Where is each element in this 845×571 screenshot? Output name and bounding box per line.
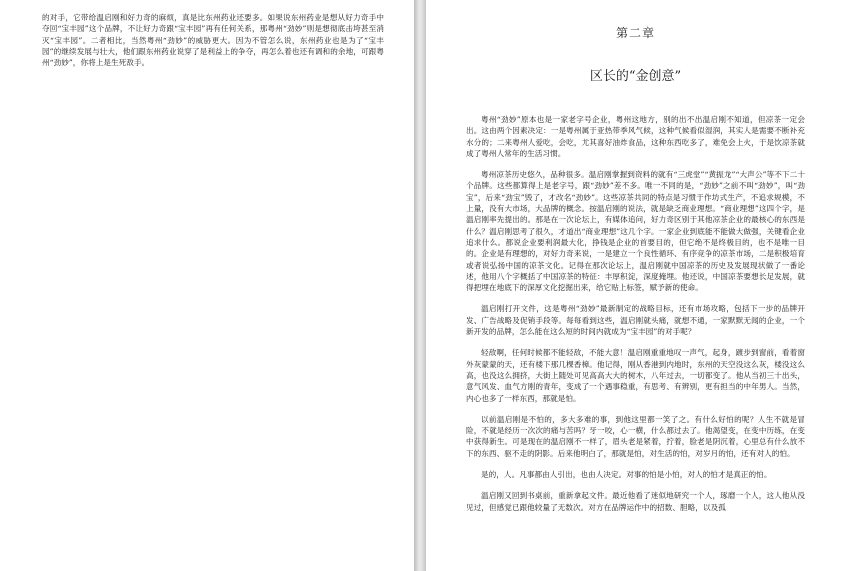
body-paragraph: 轻敌啊，任何时候都不能轻敌，不能大意！温启刚重重地叹一声气，起身，踱步到窗前，看着窗外灰蒙蒙的天，还有楼下那几棵香樟。他记得，刚从香港到内地时，东州的天空没这么灰，楼没这么高，也没这么拥挤，大街上随处可见高高大大的树木，八年过去，一切都变了。他从当初三十出头，意气风发、血气方刚的青年，变成了一个遇事稳重，有思考、有辨别，更有担当的中年男人。当然，内心也多了一样东西，那就是怕。 (466, 348, 805, 403)
chapter-title: 区长的“金创意” (589, 69, 682, 84)
left-paragraph-1: 的对手，它带给温启刚和好力奇的麻烦，真是比东州药业还要多。如果说东州药业是想从好力奇手中夺回“宝丰园”这个品牌，不让好力奇跟“宝丰园”再有任何关系，那粤州“劲妙”则是想彻底击垮甚至消灭“宝丰园”。二者相比，当然粤州“劲妙”的威胁更大。因为不管怎么说，东州药业也是为了“宝丰园”的继续发展与壮大，他们跟东州药业说穿了是利益上的争夺，再怎么着也还有调和的余地，可跟粤州“劲妙”，你将上是生死敌手。 (42, 13, 384, 68)
body-paragraph: 粤州“劲妙”原本也是一家老字号企业，粤州这地方，别的出不出温启刚不知道，但凉茶一定会出。这由两个因素决定：一是粤州属于亚热带季风气候，这种气候看似湿润，其实人是需要不断补充水分的；二来粤州人爱吃，会吃，尤其喜好油炸食品，这种东西吃多了，难免会上火，于是饮凉茶就成了粤州人常年的生活习惯。 (466, 115, 805, 158)
chapter-number: 第二章 (615, 26, 655, 40)
left-page (0, 0, 414, 571)
body-paragraph: 粤州凉茶历史悠久，品种很多。温启刚掌握到资料的就有“三虎堂”“黄振龙”“大声公”等不下二十个品牌。这些都算得上是老字号，跟“劲妙”差不多。唯一不同的是，“劲妙”之前不叫“劲妙”，叫“劲宝”，后来“劲宝”毁了，才改名“劲妙”。这些凉茶共同的特点是习惯于作坊式生产，不追求规模，不上量，没有大市场，大品牌的概念。按温启刚的说法，就是缺乏商业理想。“商业理想”这四个字，是温启刚率先提出的。那是在一次论坛上，有媒体追问，好力奇区别于其他凉茶企业的最核心的东西是什么？温启刚思考了很久，才道出“商业理想”这几个字。一家企业到底能不能做大做强，关键看企业追求什么。都说企业要利润最大化，挣钱是企业的首要目的，但它绝不是终极目的，也不是唯一目的。企业是有理想的，对好力奇来说，一是建立一个良性循环、有序竞争的凉茶市场，二是积极培育或者说弘扬中国的凉茶文化。记得在那次论坛上，温启刚就中国凉茶的历史及发展现状做了一番论述，他用八个字概括了中国凉茶的特征：丰厚积淀，深度掩埋。他还说，中国凉茶要想长足发展，就得把埋在地底下的深厚文化挖掘出来，给它贴上标签，赋予新的使命。 (466, 170, 805, 293)
book-spine-gutter (414, 0, 426, 571)
body-paragraph: 温启刚又回到书桌前，重新拿起文件。最近他看了迷似地研究一个人，琢磨一个人，这人他从没见过，但感觉已跟他较量了无数次。对方在品牌运作中的招数、胆略，以及孤 (466, 491, 805, 512)
body-paragraph: 以前温启刚是不怕的，多大多难的事，到他这里都一笑了之。有什么好怕的呢？人生不就是冒险，不就是经历一次次的痛与苦吗？牙一咬，心一横，什么都过去了。他渴望变，在变中历练，在变中获得新生。可是现在的温启刚不一样了，眉头老是紧着，拧着，脸老是阴沉着，心里总有什么放不下的东西、驱不走的阴影。后来他明白了，那就是怕，对生活的怕，对岁月的怕，还有对人的怕。 (466, 414, 805, 458)
body-paragraph: 温启刚打开文件，这是粤州“劲妙”最新制定的战略目标，还有市场攻略，包括下一步的品牌开发、广告战略及促销手段等。每每看到这些，温启刚就头痛，就想不通，一家默默无闻的企业，一个新开发的品牌，怎么能在这么短的时间内就成为“宝丰园”的对手呢？ (466, 304, 805, 337)
right-page (426, 0, 845, 571)
body-paragraph: 是的，人。凡事都由人引出，也由人决定。对事的怕是小怕，对人的怕才是真正的怕。 (481, 470, 772, 480)
